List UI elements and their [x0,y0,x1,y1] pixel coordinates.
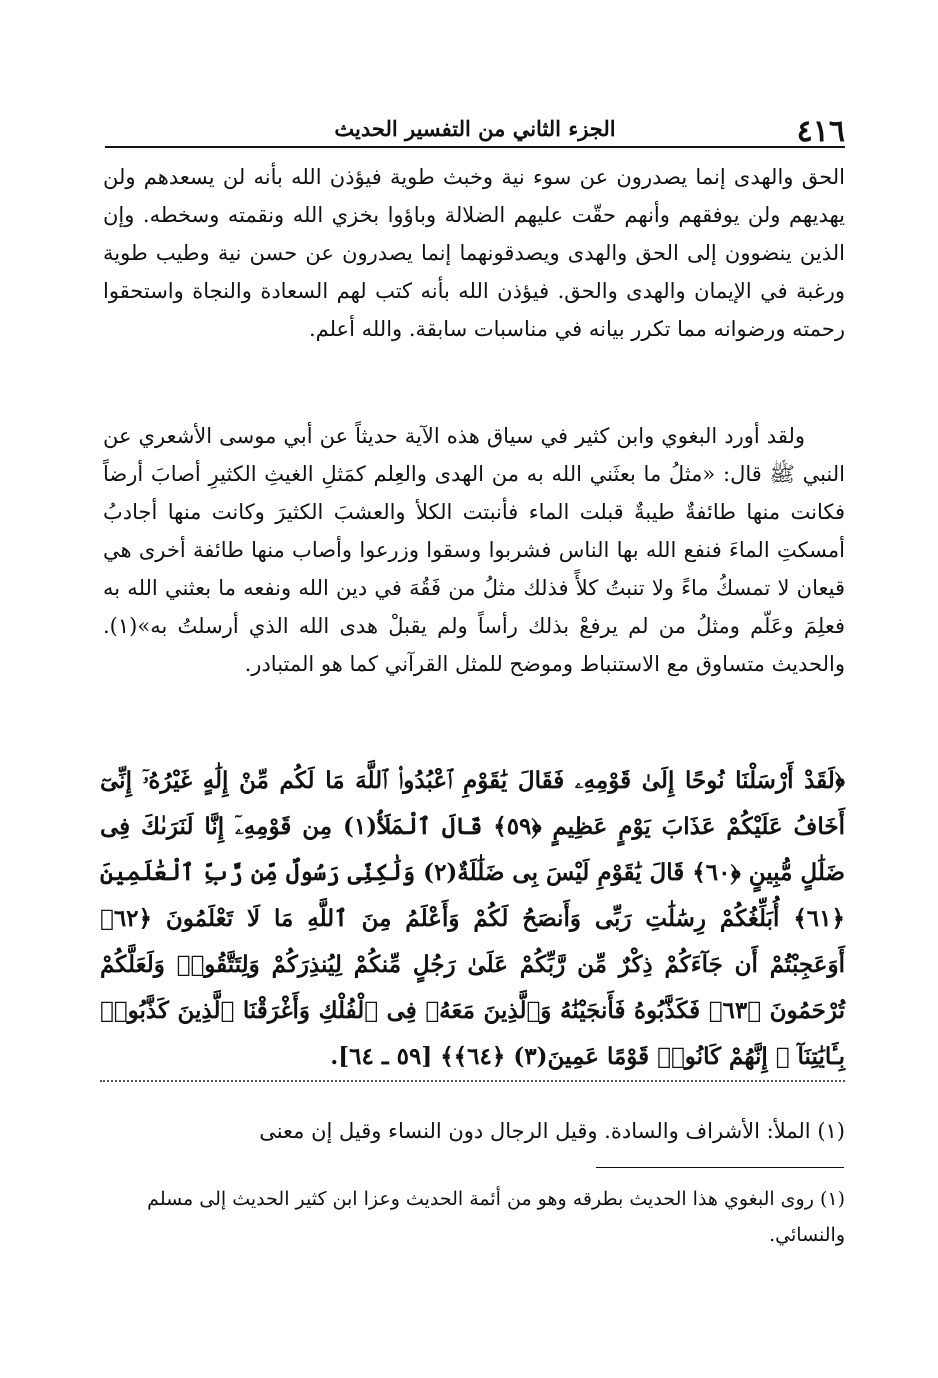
quran-verse-block: ﴿لَقَدْ أَرْسَلْنَا نُوحًا إِلَىٰ قَوْمِهِۦ فَقَالَ يَٰقَوْمِ ٱعْبُدُوا۟ ٱللَّهَ مَا لَكُم مِّنْ إِلَٰهٍ غَيْرُهُۥٓ إِنِّىٓ أَخَافُ عَلَيْكُمْ عَذَابَ يَوْمٍ عَظِيمٍ ﴿٥٩﴾ قَالَ ٱلْمَلَأُ(١) مِن قَوْمِهِۦٓ إِنَّا لَنَرَىٰكَ فِى ضَلَٰلٍ مُّبِينٍ ﴿٦٠﴾ قَالَ يَٰقَوْمِ لَيْسَ بِى ضَلَٰلَةٌ(٢) وَلَٰكِنِّى رَسُولٌ مِّن رَّبِّ ٱلْعَٰلَمِينَ ﴿٦١﴾ أُبَلِّغُكُمْ رِسَٰلَٰتِ رَبِّى وَأَنصَحُ لَكُمْ وَأَعْلَمُ مِنَ ٱللَّهِ مَا لَا تَعْلَمُونَ ﴿٦٢﴾ أَوَعَجِبْتُمْ أَن جَآءَكُمْ ذِكْرٌ مِّن رَّبِّكُمْ عَلَىٰ رَجُلٍ مِّنكُمْ لِيُنذِرَكُمْ وَلِتَتَّقُوا۟ وَلَعَلَّكُمْ تُرْحَمُونَ ﴿٦٣﴾ فَكَذَّبُوهُ فَأَنجَيْنَٰهُ وَٱلَّذِينَ مَعَهُۥ فِى ٱلْفُلْكِ وَأَغْرَقْنَا ٱلَّذِينَ كَذَّبُوا۟ بِـَٔايَٰتِنَآ ۚ إِنَّهُمْ كَانُوا۟ قَوْمًا عَمِينَ(٣) ﴿٦٤﴾﴾ [٥٩ ـ ٦٤]. [100,767,846,1070]
running-title: الجزء الثاني من التفسير الحديث [334,116,616,141]
paragraph-1: الحق والهدى إنما يصدرون عن سوء نية وخبث طوية فيؤذن الله بأنه لن يسعدهم ولن يهديهم ولن يوفقهم وأنهم حقّت عليهم الضلالة وباؤوا بخزي الله ونقمته وسخطه. وإن الذين ينضوون إلى الحق والهدى ويصدقونهما إنما يصدرون عن حسن نية وطيب طوية ورغبة في الإيمان والهدى والحق. فيؤذن الله بأنه كتب لهم السعادة والنجاة واستحقوا رحمته ورضوانه مما تكرر بيانه في مناسبات سابقة. والله أعلم. [103,165,845,341]
page-header [105,108,845,148]
dotted-separator [100,1080,845,1084]
footnote-rule [596,1167,844,1168]
footnote-1: (١) روى البغوي هذا الحديث بطرقه وهو من أئمة الحديث وعزا ابن كثير الحديث إلى مسلم والنسائي. [147,1188,845,1246]
verse-note-1: (١) الملأ: الأشراف والسادة. وقيل الرجال دون النساء وقيل إن معنى [259,1119,845,1143]
paragraph-2: ولقد أورد البغوي وابن كثير في سياق هذه الآية حديثاً عن أبي موسى الأشعري عن النبي ﷺ قال: «مثلُ ما بعثَني الله به من الهدى والعِلم كمَثلِ الغيثِ الكثيرِ أصابَ أرضاً فكانت منها طائفةٌ طيبةٌ قبلت الماء فأنبتت الكلأ والعشبَ الكثيرَ وكانت منها أجادبُ أمسكتِ الماءَ فنفع الله بها الناس فشربوا وسقوا وزرعوا وأصاب منها طائفة أخرى هي قيعان لا تمسكُ ماءً ولا تنبتُ كلأً فذلك مثلُ من فَقُهَ في دين الله ونفعه ما بعثني الله به فعلِمَ وعَلّم ومثلُ من لم يرفعْ بذلك رأساً ولم يقبلْ هدى الله الذي أرسلتُ به»(١). والحديث متساوق مع الاستنباط وموضح للمثل القرآني كما هو المتبادر. [103,424,845,676]
page-number: ٤١٦ [796,114,845,149]
header-rule [105,146,845,148]
